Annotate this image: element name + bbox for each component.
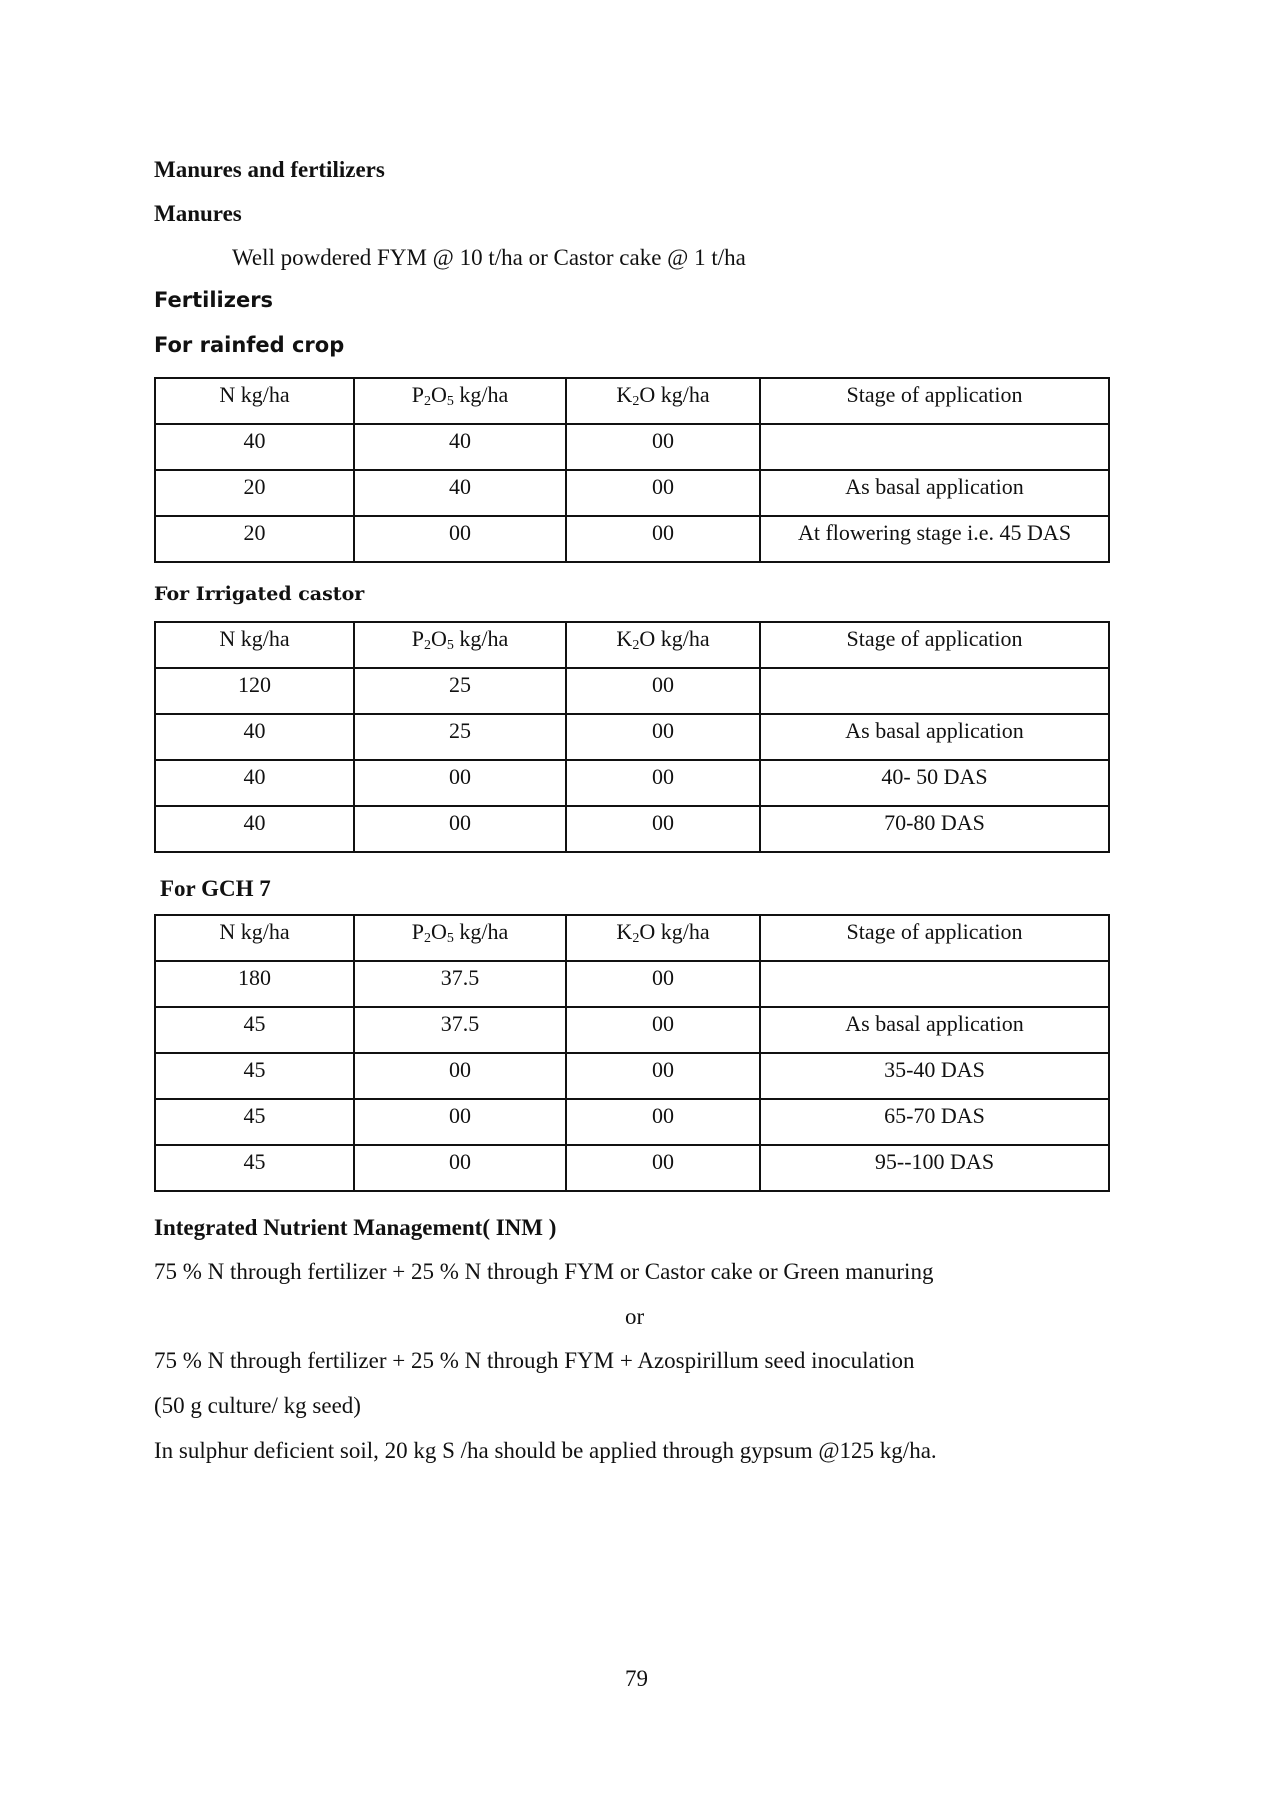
cell-p: 40 [354, 424, 566, 470]
inm-heading: Integrated Nutrient Management( INM ) [154, 1215, 557, 1240]
inm-option-1: 75 % N through fertilizer + 25 % N through FYM or Castor cake or Green manuring [154, 1259, 934, 1284]
cell-p: 00 [354, 516, 566, 562]
page-number: 79 [625, 1666, 648, 1691]
cell-k: 00 [566, 1099, 760, 1145]
cell-n: 45 [155, 1145, 354, 1191]
table-row [155, 1145, 1109, 1191]
inm-or: or [625, 1304, 645, 1329]
cell-stage: 70-80 DAS [760, 806, 1109, 852]
cell-p: 00 [354, 1145, 566, 1191]
cell-stage: 40- 50 DAS [760, 760, 1109, 806]
cell-n: 180 [155, 961, 354, 1007]
table-header-row [155, 622, 1109, 668]
cell-stage: At flowering stage i.e. 45 DAS [760, 516, 1109, 562]
cell-p: 00 [354, 760, 566, 806]
table-row [155, 668, 1109, 714]
table-row [155, 516, 1109, 562]
header-stage: Stage of application [760, 915, 1109, 961]
inm-option-2: 75 % N through fertilizer + 25 % N through FYM + Azospirillum seed inoculation [154, 1348, 915, 1373]
cell-stage [760, 961, 1109, 1007]
cell-n: 45 [155, 1007, 354, 1053]
header-k2o: $K_2O$ kg/ha [566, 622, 760, 668]
cell-stage [760, 668, 1109, 714]
cell-k: 00 [566, 516, 760, 562]
table-row [155, 1053, 1109, 1099]
cell-stage: 95--100 DAS [760, 1145, 1109, 1191]
header-stage: Stage of application [760, 378, 1109, 424]
cell-n: 40 [155, 714, 354, 760]
irrigated-fertilizer-table [154, 621, 1110, 853]
table-row [155, 424, 1109, 470]
inm-option-2-note: (50 g culture/ kg seed) [154, 1393, 361, 1418]
cell-p: 00 [354, 1053, 566, 1099]
header-p2o5: $P_2O_5$ kg/ha [354, 378, 566, 424]
header-p2o5: $P_2O_5$ kg/ha [354, 915, 566, 961]
cell-stage: 65-70 DAS [760, 1099, 1109, 1145]
cell-stage: As basal application [760, 470, 1109, 516]
rainfed-fertilizer-table [154, 377, 1110, 563]
rainfed-heading: For rainfed crop [154, 333, 345, 357]
cell-n: 40 [155, 806, 354, 852]
table-row [155, 1099, 1109, 1145]
cell-n: 40 [155, 424, 354, 470]
manures-heading: Manures [154, 201, 242, 226]
header-n: N kg/ha [155, 622, 354, 668]
gch7-heading: For GCH 7 [160, 876, 271, 901]
cell-k: 00 [566, 961, 760, 1007]
cell-n: 20 [155, 470, 354, 516]
table-row [155, 806, 1109, 852]
cell-k: 00 [566, 470, 760, 516]
header-n: N kg/ha [155, 915, 354, 961]
table-header-row [155, 915, 1109, 961]
cell-k: 00 [566, 714, 760, 760]
table-row [155, 714, 1109, 760]
cell-n: 45 [155, 1053, 354, 1099]
table-row [155, 470, 1109, 516]
cell-stage [760, 424, 1109, 470]
gch7-fertilizer-table [154, 914, 1110, 1192]
cell-n: 40 [155, 760, 354, 806]
cell-n: 45 [155, 1099, 354, 1145]
cell-stage: 35-40 DAS [760, 1053, 1109, 1099]
header-n: N kg/ha [155, 378, 354, 424]
table-row [155, 760, 1109, 806]
cell-k: 00 [566, 806, 760, 852]
cell-p: 25 [354, 714, 566, 760]
cell-k: 00 [566, 1007, 760, 1053]
cell-stage: As basal application [760, 714, 1109, 760]
cell-p: 00 [354, 1099, 566, 1145]
cell-p: 40 [354, 470, 566, 516]
cell-p: 37.5 [354, 1007, 566, 1053]
sulphur-note: In sulphur deficient soil, 20 kg S /ha should be applied through gypsum @125 kg/ha. [154, 1438, 937, 1463]
fertilizers-heading: Fertilizers [154, 288, 274, 312]
table-row [155, 961, 1109, 1007]
cell-p: 25 [354, 668, 566, 714]
header-k2o: $K_2O$ kg/ha [566, 378, 760, 424]
section-title: Manures and fertilizers [154, 157, 385, 182]
table-row [155, 1007, 1109, 1053]
header-p2o5: $P_2O_5$ kg/ha [354, 622, 566, 668]
cell-k: 00 [566, 1145, 760, 1191]
cell-p: 37.5 [354, 961, 566, 1007]
manures-text: Well powdered FYM @ 10 t/ha or Castor cake @ 1 t/ha [232, 245, 746, 270]
cell-k: 00 [566, 668, 760, 714]
cell-k: 00 [566, 424, 760, 470]
cell-k: 00 [566, 760, 760, 806]
table-header-row [155, 378, 1109, 424]
cell-n: 120 [155, 668, 354, 714]
header-k2o: $K_2O$ kg/ha [566, 915, 760, 961]
header-stage: Stage of application [760, 622, 1109, 668]
cell-n: 20 [155, 516, 354, 562]
cell-p: 00 [354, 806, 566, 852]
irrigated-heading: For Irrigated castor [154, 583, 365, 605]
cell-stage: As basal application [760, 1007, 1109, 1053]
cell-k: 00 [566, 1053, 760, 1099]
